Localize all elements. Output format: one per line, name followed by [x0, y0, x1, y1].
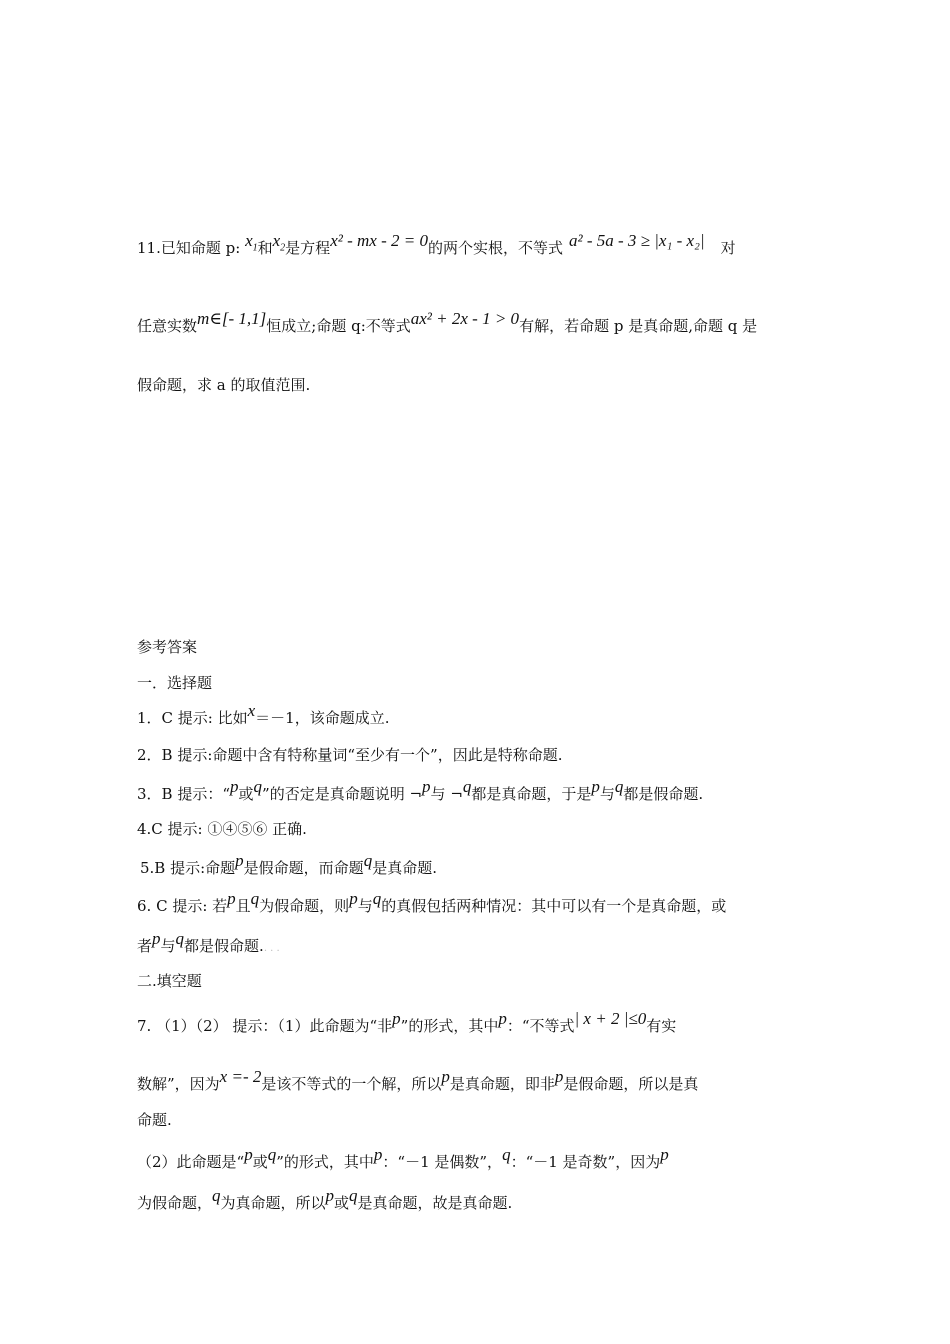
answer-7-line-3: 命题.: [137, 1111, 172, 1129]
math-equation: x² - mx - 2 = 0: [330, 231, 428, 250]
answer-6-continued: 者p与q都是假命题.. . .: [137, 929, 280, 955]
answer-5: 5.B 提示:命题p是假命题，而命题q是真命题.: [140, 851, 437, 877]
answer-6: 6. C 提示: 若p且q为假命题，则p与q的真假包括两种情况：其中可以有一个是真命题，或: [137, 889, 727, 915]
section-choice: 一．选择题: [137, 674, 213, 692]
answers-title: 参考答案: [137, 638, 198, 656]
math-m-range: m∈[- 1,1]: [197, 309, 267, 328]
answer-7-line-2: 数解”，因为x =- 2是该不等式的一个解，所以p是真命题，即非p是假命题，所以是真: [137, 1067, 699, 1093]
math-x2: $x_2$: [272, 231, 286, 254]
problem-11-line-3: 假命题，求 a 的取值范围.: [137, 376, 311, 394]
answer-7-part-2-line-2: 为假命题，q为真命题，所以p或q是真命题，故是真命题.: [137, 1186, 513, 1212]
math-x1: $x_1$: [245, 231, 258, 254]
problem-11-line-1: 11.已知命题 p: $x_1$和$x_2$是方程x² - mx - 2 = 0的两个实根，不等式 a² - 5a - 3 ≥ |x₁ - x₂| 对: [137, 231, 736, 257]
answer-1: 1．C 提示: 比如x＝－1，该命题成立.: [137, 701, 390, 727]
answer-4: 4.C 提示: ①④⑤⑥ 正确.: [137, 820, 307, 838]
problem-11-line-2: 任意实数m∈[- 1,1]恒成立;命题 q:不等式ax² + 2x - 1 > 0有解，若命题 p 是真命题,命题 q 是: [137, 309, 758, 335]
answer-3: 3．B 提示：“p或q”的否定是真命题说明 ¬p与 ¬q都是真命题，于是p与q都是假命题.: [137, 777, 704, 803]
math-inequality: a² - 5a - 3 ≥ |x₁ - x₂|: [568, 231, 705, 250]
section-fill: 二.填空题: [137, 972, 202, 990]
math-inequality-q: ax² + 2x - 1 > 0: [410, 309, 520, 328]
text: 11.已知命题 p:: [137, 239, 246, 257]
answer-2: 2．B 提示:命题中含有特称量词“至少有一个”，因此是特称命题.: [137, 746, 563, 764]
answer-7-part-2: （2）此命题是“p或q”的形式，其中p：“－1 是偶数”，q：“－1 是奇数”，因为p: [137, 1145, 669, 1171]
answer-7: 7. （1）（2） 提示：（1）此命题为“非p”的形式，其中p：“不等式| x + 2 |≤0有实: [137, 1009, 677, 1035]
